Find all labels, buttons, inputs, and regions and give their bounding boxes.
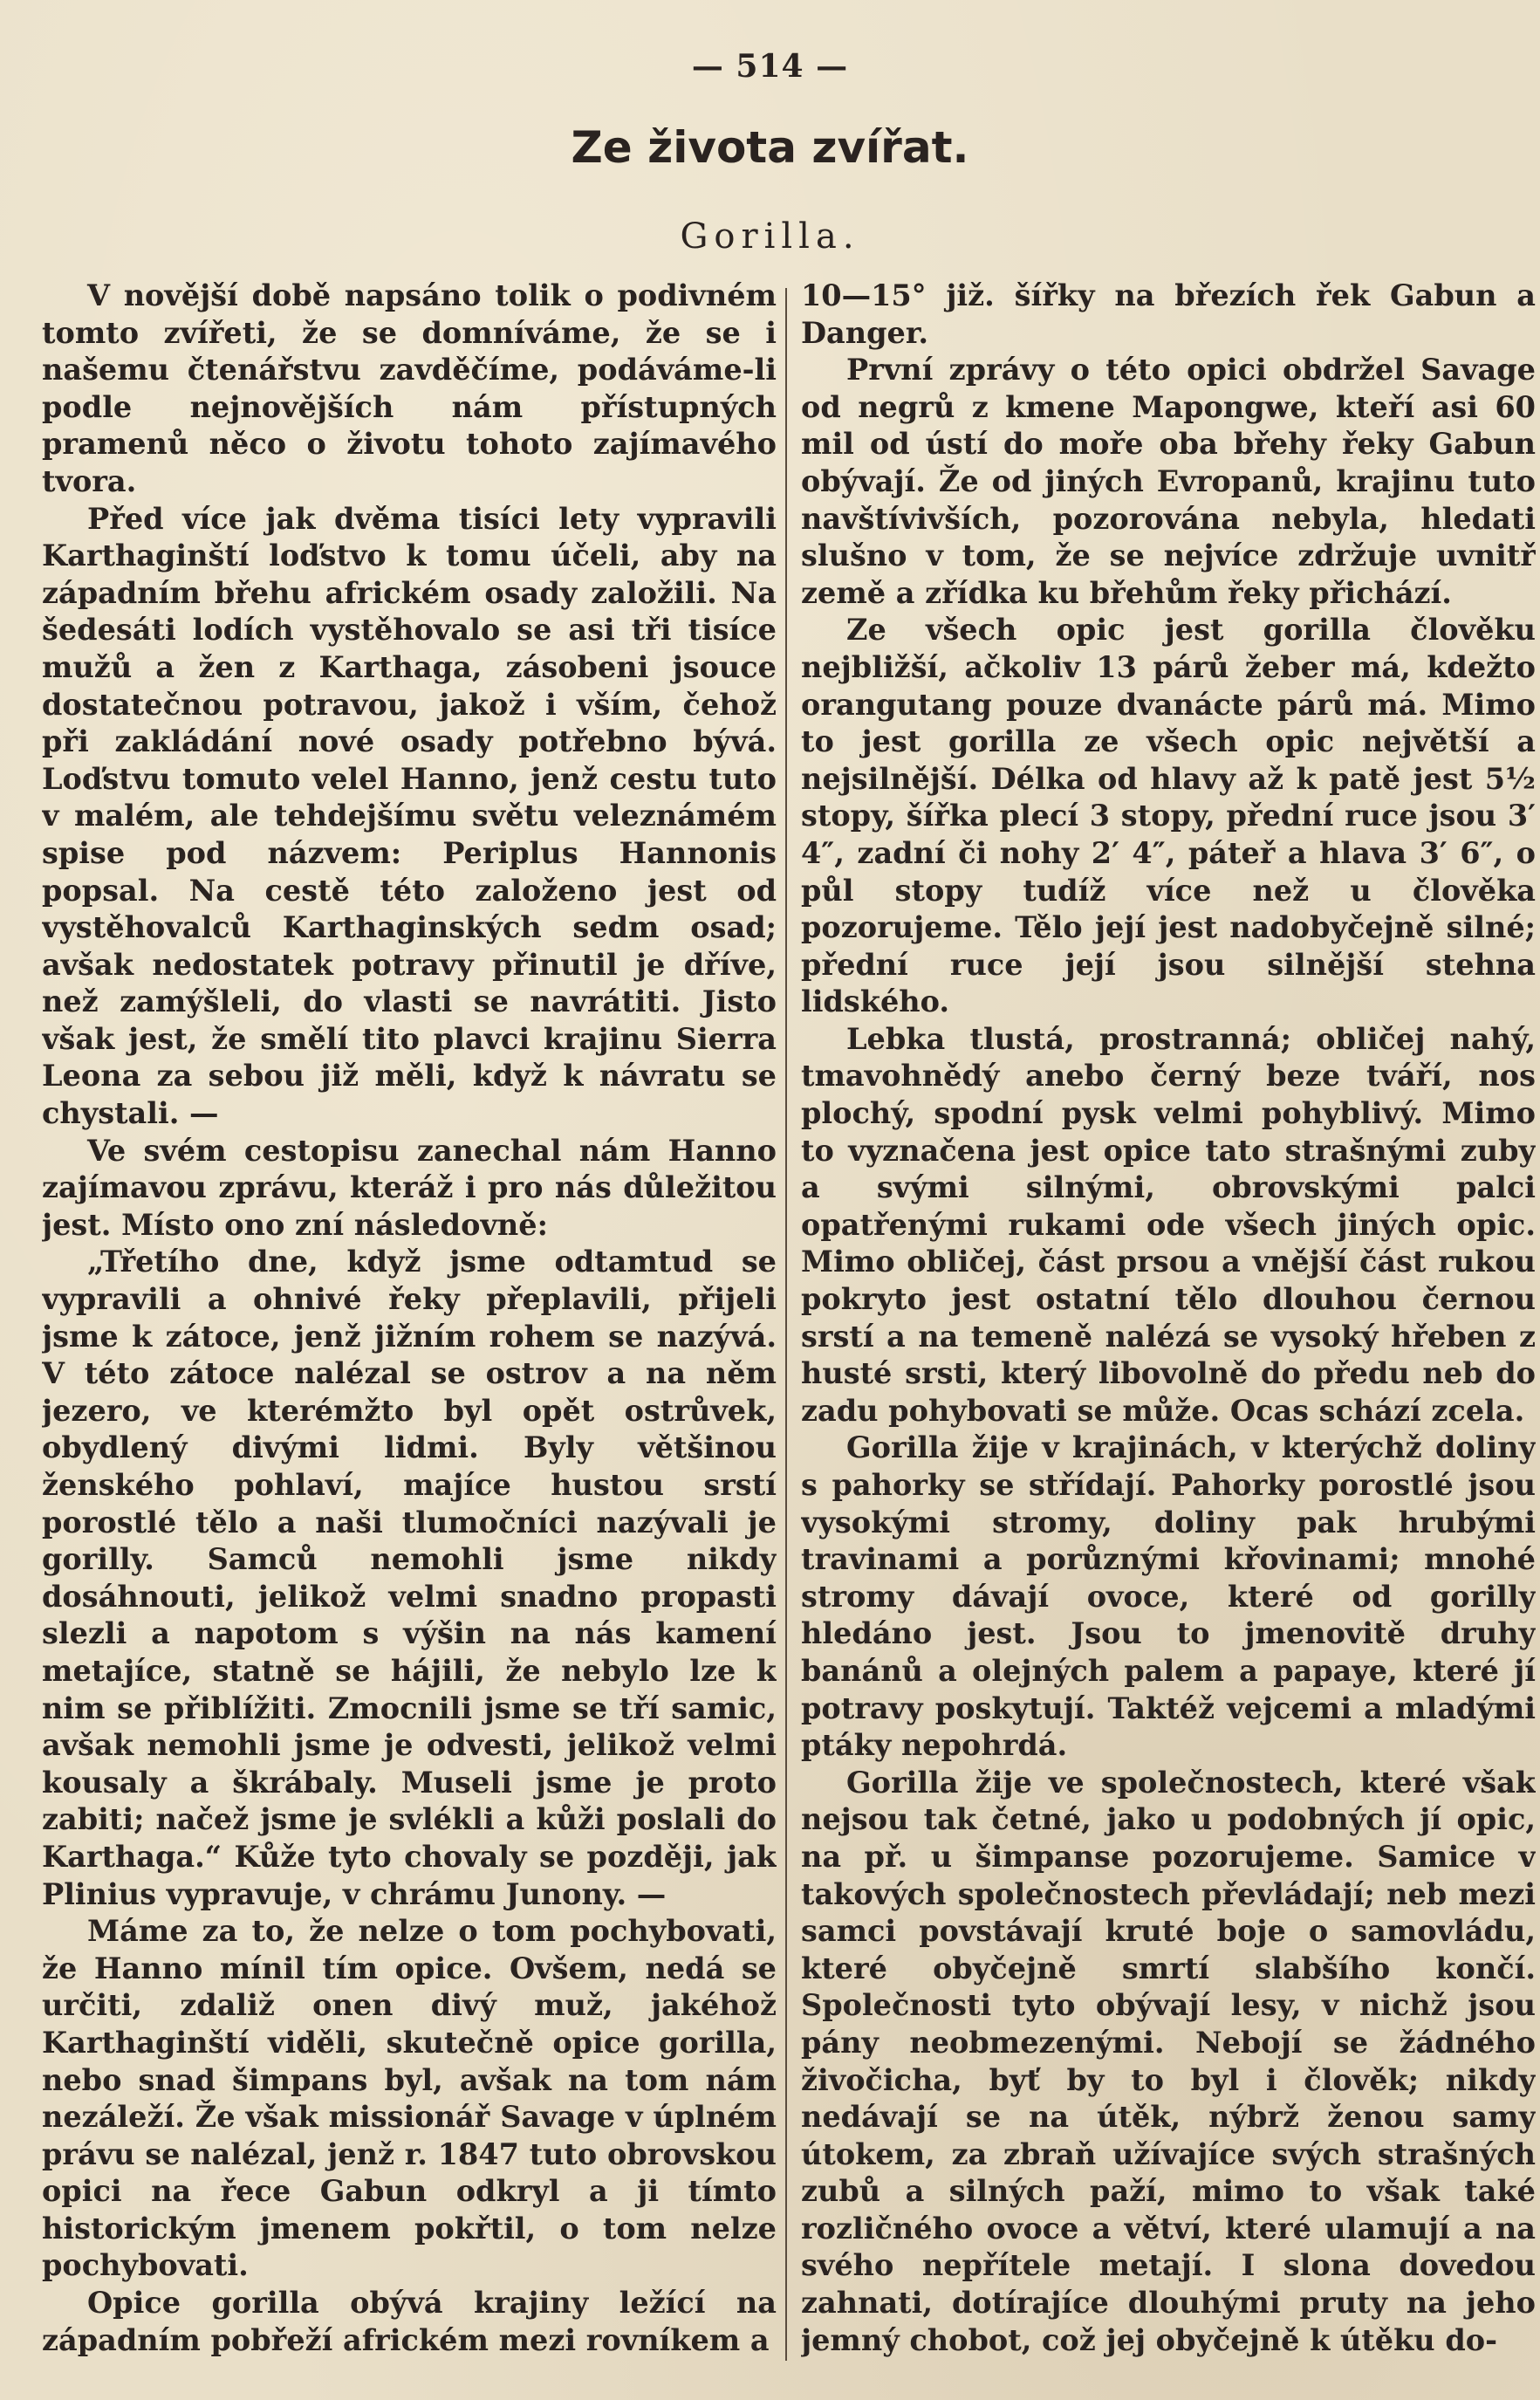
page-number: — 514 —	[691, 48, 849, 85]
paragraph: První zprávy o této opici obdržel Savage od negrů z kmene Mapongwe, kteří asi 60 mil od ústí do moře oba břehy řeky Gabun obývají. Že od jiných Evropanů, krajinu tuto navštívivších, pozorována nebyla, hledati slušno v tom, že se nejvíce zdržuje uvnitř země a zřídka ku břehům řeky přichází.	[801, 353, 1536, 610]
column-divider	[785, 288, 787, 2361]
paragraph: „Třetího dne, když jsme odtamtud se vypravili a ohnivé řeky přeplavili, přijeli jsme k zátoce, jenž jižním rohem se nazývá. V této zátoce nalézal se ostrov a na něm jezero, ve kterémžto byl opět ostrůvek, obydlený divými lidmi. Byly většinou ženského pohlaví, majíce hustou srstí porostlé tělo a naši tlumočníci nazývali je gorilly. Samců nemohli jsme nikdy dosáhnouti, jelikož velmi snadno propasti slezli a napotom s výšin na nás kamení metajíce, statně se hájili, že nebylo lze k nim se přiblížiti. Zmocnili jsme se tří samic, avšak nemohli jsme je odvesti, jelikož velmi kousaly a škrábaly. Museli jsme je proto zabiti; načež jsme je svlékli a kůži poslali do Karthaga.“ Kůže tyto chovaly se později, jak Plinius vypravuje, v chrámu Junony. —	[42, 1245, 777, 1911]
paragraph: Ze všech opic jest gorilla člověku nejbližší, ačkoliv 13 párů žeber má, kdežto orangutang pouze dvanácte párů má. Mimo to jest gorilla ze všech opic největší a nejsilnější. Délka od hlavy až k patě jest 5½ stopy, šířka plecí 3 stopy, přední ruce jsou 3′ 4″, zadní či nohy 2′ 4″, páteř a hlava 3′ 6″, o půl stopy tudíž více než u člověka pozorujeme. Tělo její jest nadobyčejně silné; přední ruce její jsou silnější stehna lidského.	[801, 613, 1536, 1019]
article-subtitle: Gorilla.	[680, 216, 860, 257]
left-column	[42, 278, 777, 2368]
paragraph: Lebka tlustá, prostranná; obličej nahý, tmavohnědý anebo černý beze tváří, nos plochý, spodní pysk velmi pohyblivý. Mimo to vyznačena jest opice tato strašnými zuby a svými silnými, obrovskými palci opatřenými rukami ode všech jiných opic. Mimo obličej, část prsou a vnější část rukou pokryto jest ostatní tělo dlouhou černou srstí a na temeně nalézá se vysoký hřeben z husté srsti, který libovolně do předu neb do zadu pohybovati se může. Ocas schází zcela.	[801, 1021, 1536, 1428]
paragraph: Ve svém cestopisu zanechal nám Hanno zajímavou zprávu, kteráž i pro nás důležitou jest. Místo ono zní následovně:	[42, 1133, 777, 1242]
paragraph: Máme za to, že nelze o tom pochybovati, že Hanno mínil tím opice. Ovšem, nedá se určiti, zdaliž onen divý muž, jakéhož Karthaginští viděli, skutečně opice gorilla, nebo snad šimpans byl, avšak na tom nám nezáleží. Že však missionář Savage v úplném právu se nalézal, jenž r. 1847 tuto obrovskou opici na řece Gabun odkryl a ji tímto historickým jmenem pokřtil, o tom nelze pochybovati.	[42, 1914, 777, 2283]
paragraph: Opice gorilla obývá krajiny ležící na západním pobřeží africkém mezi rovníkem a	[42, 2286, 777, 2357]
right-column	[801, 278, 1536, 2368]
paragraph: V novější době napsáno tolik o podivném tomto zvířeti, že se domníváme, že se i našemu čtenářstvu zavděčíme, podáváme-li podle nejnovějších nám přístupných pramenů něco o životu tohoto zajímavého tvora.	[42, 278, 777, 498]
paragraph: 10—15° již. šířky na březích řek Gabun a Danger.	[801, 278, 1536, 350]
paragraph: Gorilla žije ve společnostech, které však nejsou tak četné, jako u podobných jí opic, na př. u šimpanse pozorujeme. Samice v takových společnostech převládají; neb mezi samci povstávají kruté boje o samovládu, které obyčejně smrtí slabšího končí. Společnosti tyto obývají lesy, v nichž jsou pány neobmezenými. Nebojí se žádného živočicha, byť by to byl i člověk; nikdy nedávají se na útěk, nýbrž ženou samy útokem, za zbraň užívajíce svých strašných zubů a silných paží, mimo to však také rozličného ovoce a větví, které ulamují a na svého nepřítele metají. I slona dovedou zahnati, dotírajíce dlouhými pruty na jeho jemný chobot, což jej obyčejně k útěku do-	[801, 1765, 1536, 2357]
paragraph: Před více jak dvěma tisíci lety vypravili Karthaginští loďstvo k tomu účeli, aby na západním břehu africkém osady založili. Na šedesáti lodích vystěhovalo se asi tři tisíce mužů a žen z Karthaga, zásobeni jsouce dostatečnou potravou, jakož i vším, čehož při zakládání nové osady potřebno bývá. Loďstvu tomuto velel Hanno, jenž cestu tuto v malém, ale tehdejšímu světu veleznámém spise pod názvem: Periplus Hannonis popsal. Na cestě této založeno jest od vystěhovalců Karthaginských sedm osad; avšak nedostatek potravy přinutil je dříve, než zamýšleli, do vlasti se navrátiti. Jisto však jest, že smělí tito plavci krajinu Sierra Leona za sebou již měli, když k návratu se chystali. —	[42, 501, 777, 1131]
page-title: Ze života zvířat.	[571, 122, 969, 173]
paragraph: Gorilla žije v krajinách, v kterýchž doliny s pahorky se střídají. Pahorky porostlé jsou vysokými stromy, doliny pak hrubými travinami a porůznými křovinami; mnohé stromy dávají ovoce, které od gorilly hledáno jest. Jsou to jmenovitě druhy banánů a olejných palem a papaye, které jí potravy poskytují. Taktéž vejcemi a mladými ptáky nepohrdá.	[801, 1430, 1536, 1763]
